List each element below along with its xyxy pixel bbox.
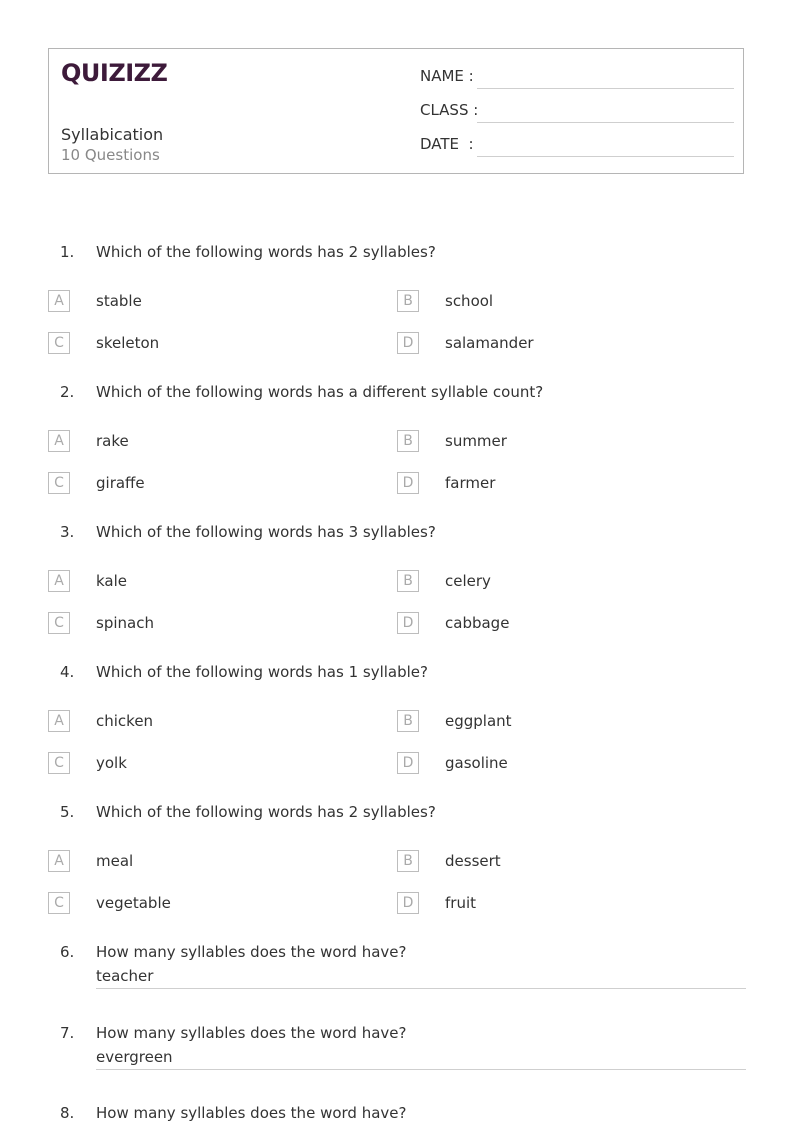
- option-a-box[interactable]: A: [48, 570, 70, 592]
- date-field[interactable]: [420, 135, 734, 157]
- option-a-text: kale: [96, 572, 128, 590]
- option-c-box[interactable]: C: [48, 612, 70, 634]
- option-c-box[interactable]: C: [48, 752, 70, 774]
- option-c-box[interactable]: C: [48, 332, 70, 354]
- option-d-box[interactable]: D: [397, 892, 419, 914]
- question-number: 8.: [60, 1104, 75, 1122]
- option-a-text: stable: [96, 292, 142, 310]
- option-a-box[interactable]: A: [48, 290, 70, 312]
- option-c-text: spinach: [96, 614, 154, 632]
- option-a-box[interactable]: A: [48, 710, 70, 732]
- question-text: How many syllables does the word have?: [96, 943, 407, 961]
- question-text: How many syllables does the word have?: [96, 1024, 407, 1042]
- option-b-box[interactable]: B: [397, 570, 419, 592]
- option-a-box[interactable]: A: [48, 430, 70, 452]
- option-b-text: summer: [445, 432, 507, 450]
- quizizz-logo: QUIZIZZ: [61, 59, 168, 87]
- option-a-box[interactable]: A: [48, 850, 70, 872]
- worksheet-header: [48, 48, 744, 174]
- name-field[interactable]: [420, 67, 734, 89]
- question-number: 1.: [60, 243, 75, 261]
- question-word: evergreen: [96, 1048, 173, 1066]
- option-a-text: rake: [96, 432, 129, 450]
- option-b-text: celery: [445, 572, 491, 590]
- question-number: 4.: [60, 663, 75, 681]
- option-b-box[interactable]: B: [397, 850, 419, 872]
- question-text: Which of the following words has 2 syllables?: [96, 803, 436, 821]
- question-number: 6.: [60, 943, 75, 961]
- question-word: teacher: [96, 967, 154, 985]
- option-c-text: skeleton: [96, 334, 160, 352]
- option-b-box[interactable]: B: [397, 290, 419, 312]
- date-label: DATE :: [420, 135, 474, 153]
- option-b-box[interactable]: B: [397, 430, 419, 452]
- question-text: Which of the following words has a different syllable count?: [96, 383, 544, 401]
- question-text: How many syllables does the word have?: [96, 1104, 407, 1122]
- option-b-text: dessert: [445, 852, 501, 870]
- option-a-text: meal: [96, 852, 134, 870]
- option-c-text: yolk: [96, 754, 127, 772]
- question-number: 5.: [60, 803, 75, 821]
- answer-line[interactable]: [96, 1069, 746, 1070]
- option-d-text: salamander: [445, 334, 534, 352]
- option-d-box[interactable]: D: [397, 752, 419, 774]
- option-b-box[interactable]: B: [397, 710, 419, 732]
- option-d-box[interactable]: D: [397, 472, 419, 494]
- option-b-text: school: [445, 292, 494, 310]
- option-c-box[interactable]: C: [48, 892, 70, 914]
- name-line[interactable]: [477, 88, 734, 89]
- worksheet-title: Syllabication: [61, 125, 164, 144]
- class-field[interactable]: [420, 101, 734, 123]
- question-number: 3.: [60, 523, 75, 541]
- option-c-text: giraffe: [96, 474, 145, 492]
- question-text: Which of the following words has 1 syllable?: [96, 663, 428, 681]
- option-d-box[interactable]: D: [397, 612, 419, 634]
- option-a-text: chicken: [96, 712, 154, 730]
- name-label: NAME :: [420, 67, 474, 85]
- option-d-text: fruit: [445, 894, 477, 912]
- question-count: 10 Questions: [61, 146, 160, 164]
- answer-line[interactable]: [96, 988, 746, 989]
- class-line[interactable]: [477, 122, 734, 123]
- option-d-text: farmer: [445, 474, 496, 492]
- question-text: Which of the following words has 3 syllables?: [96, 523, 436, 541]
- class-label: CLASS :: [420, 101, 479, 119]
- question-number: 2.: [60, 383, 75, 401]
- option-d-box[interactable]: D: [397, 332, 419, 354]
- date-line[interactable]: [477, 156, 734, 157]
- option-b-text: eggplant: [445, 712, 512, 730]
- option-c-box[interactable]: C: [48, 472, 70, 494]
- option-d-text: cabbage: [445, 614, 510, 632]
- question-text: Which of the following words has 2 syllables?: [96, 243, 436, 261]
- question-number: 7.: [60, 1024, 75, 1042]
- option-d-text: gasoline: [445, 754, 508, 772]
- option-c-text: vegetable: [96, 894, 171, 912]
